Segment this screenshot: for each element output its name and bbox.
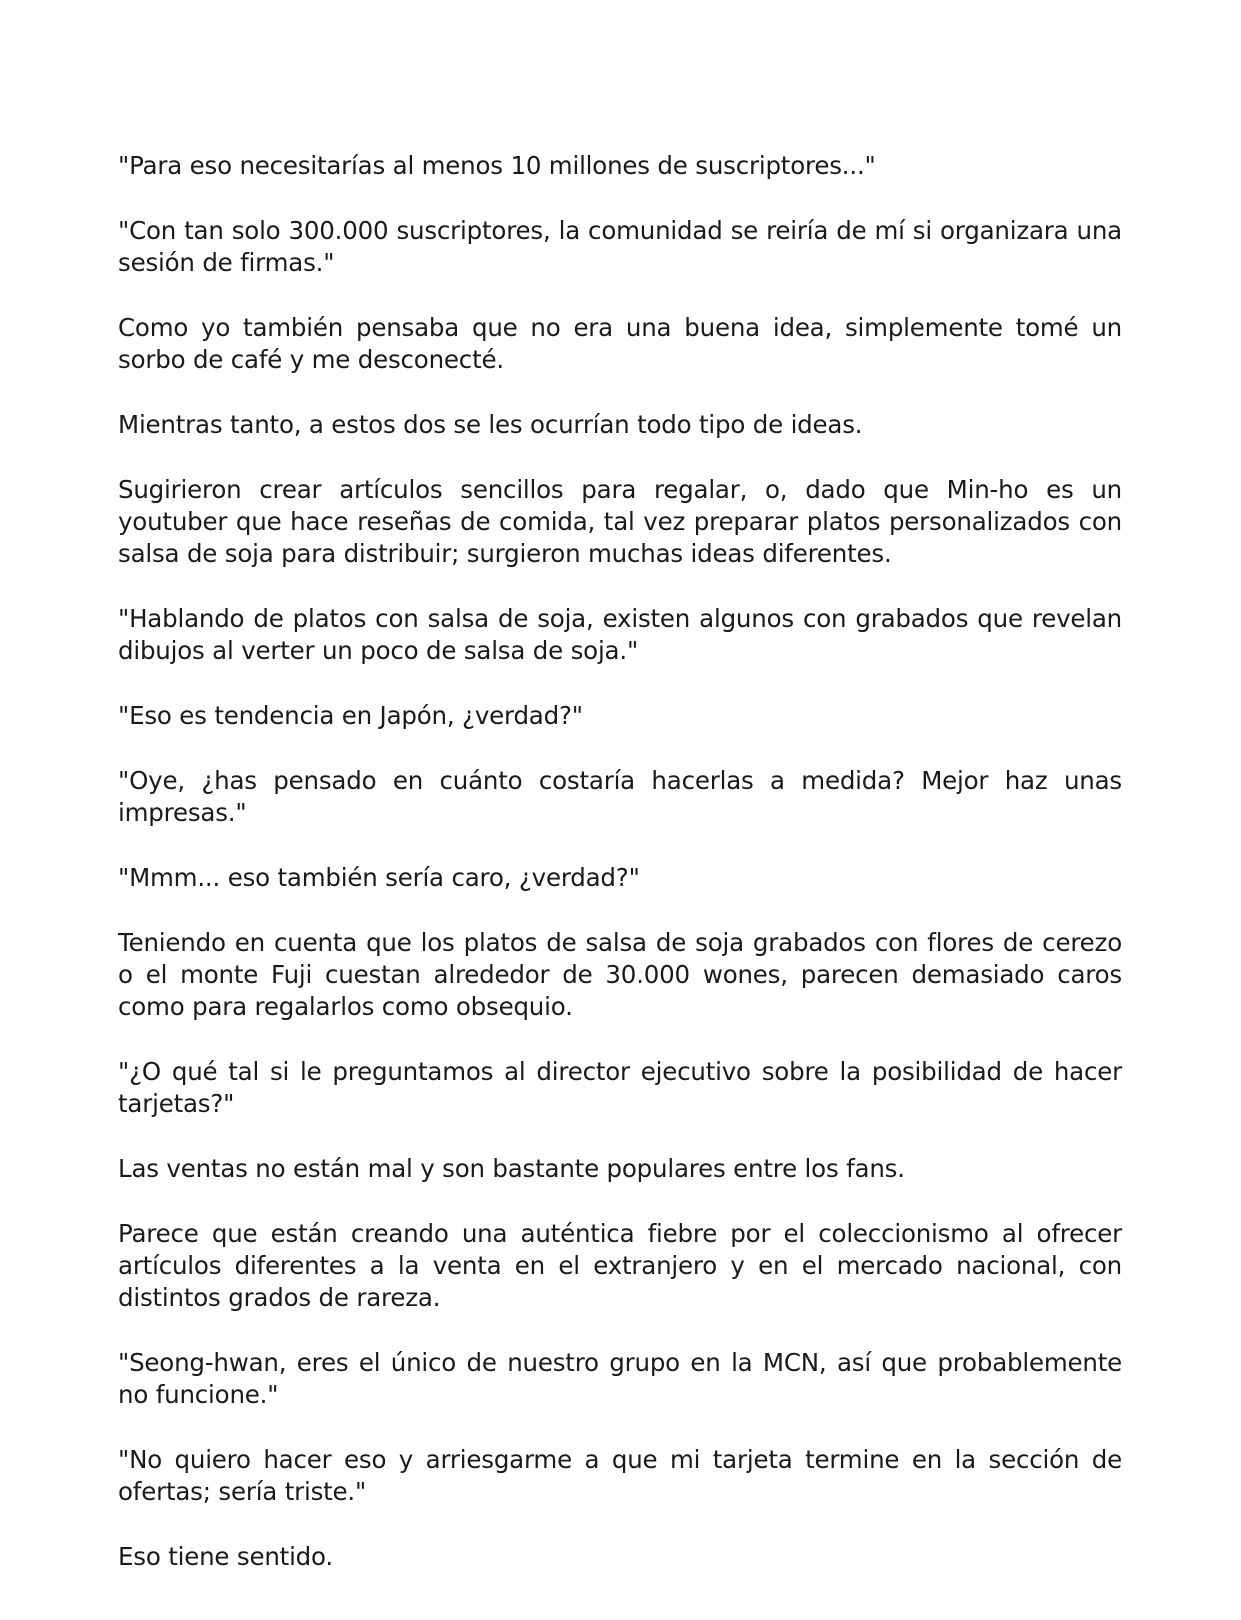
paragraph: Teniendo en cuenta que los platos de salsa de soja grabados con flores de cerezo o el monte Fuji cuestan alrededor de 30.000 wones, parecen demasiado caros como para regalarlos como obsequio. bbox=[118, 928, 1122, 1021]
paragraph: "Mmm... eso también sería caro, ¿verdad?" bbox=[118, 863, 640, 892]
paragraph: Como yo también pensaba que no era una buena idea, simplemente tomé un sorbo de café y me desconecté. bbox=[118, 313, 1122, 374]
paragraph: "¿O qué tal si le preguntamos al director ejecutivo sobre la posibilidad de hacer tarjetas?" bbox=[118, 1057, 1122, 1118]
paragraph: Sugirieron crear artículos sencillos para regalar, o, dado que Min-ho es un youtuber que hace reseñas de comida, tal vez preparar platos personalizados con salsa de soja para distribuir; surgieron muchas ideas diferentes. bbox=[118, 475, 1122, 568]
paragraph: Mientras tanto, a estos dos se les ocurrían todo tipo de ideas. bbox=[118, 410, 863, 439]
paragraph: "Con tan solo 300.000 suscriptores, la comunidad se reiría de mí si organizara una sesión de firmas." bbox=[118, 216, 1122, 277]
paragraph: Parece que están creando una auténtica fiebre por el coleccionismo al ofrecer artículos diferentes a la venta en el extranjero y en el mercado nacional, con distintos grados de rareza. bbox=[118, 1219, 1122, 1312]
paragraph: "Para eso necesitarías al menos 10 millones de suscriptores..." bbox=[118, 151, 876, 180]
paragraph: "Seong-hwan, eres el único de nuestro grupo en la MCN, así que probablemente no funcione." bbox=[118, 1348, 1122, 1409]
paragraph: "Eso es tendencia en Japón, ¿verdad?" bbox=[118, 701, 583, 730]
paragraph: Las ventas no están mal y son bastante populares entre los fans. bbox=[118, 1154, 905, 1183]
paragraph: "No quiero hacer eso y arriesgarme a que mi tarjeta termine en la sección de ofertas; sería triste." bbox=[118, 1445, 1122, 1506]
document-body bbox=[118, 150, 1122, 1573]
paragraph: "Oye, ¿has pensado en cuánto costaría hacerlas a medida? Mejor haz unas impresas." bbox=[118, 766, 1122, 827]
paragraph: "Hablando de platos con salsa de soja, existen algunos con grabados que revelan dibujos al verter un poco de salsa de soja." bbox=[118, 604, 1122, 665]
paragraph: Eso tiene sentido. bbox=[118, 1542, 333, 1571]
